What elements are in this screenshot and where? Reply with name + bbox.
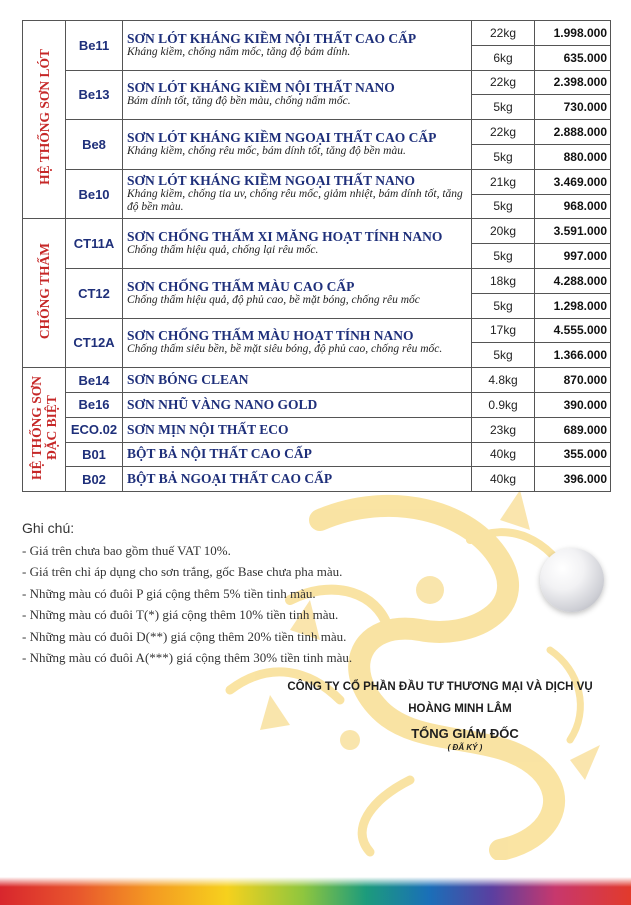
product-code: Be16	[66, 392, 123, 417]
table-row	[23, 169, 611, 194]
product-code: CT12A	[66, 318, 123, 368]
product-name: SƠN CHỐNG THẤM MÀU HOẠT TÍNH NANO	[127, 328, 414, 344]
product-description: Kháng kiềm, chống nấm mốc, tăng độ bám dính.	[127, 45, 351, 58]
table-row	[23, 467, 611, 492]
table-row	[23, 120, 611, 145]
rainbow-footer-bar	[0, 877, 631, 905]
product-price: 1.298.000	[535, 293, 611, 318]
table-row	[23, 442, 611, 467]
category-waterproof: CHỐNG THẤM	[23, 219, 66, 368]
note-line: - Những màu có đuôi A(***) giá cộng thêm 30% tiền tinh màu.	[22, 650, 353, 666]
note-line: - Giá trên chưa bao gồm thuế VAT 10%.	[22, 543, 231, 558]
product-name-cell	[123, 417, 472, 442]
product-name-cell	[123, 21, 472, 71]
product-code: Be11	[66, 21, 123, 71]
product-weight: 4.8kg	[472, 368, 535, 393]
product-code: Be10	[66, 169, 123, 219]
signature-block	[270, 678, 610, 752]
product-price: 997.000	[535, 244, 611, 269]
product-code: CT11A	[66, 219, 123, 269]
product-description: Chống thấm hiệu quả, chống lại rêu mốc.	[127, 244, 319, 257]
product-weight: 22kg	[472, 21, 535, 46]
product-price: 635.000	[535, 45, 611, 70]
product-price: 1.998.000	[535, 21, 611, 46]
table-row	[23, 368, 611, 393]
product-price: 4.555.000	[535, 318, 611, 343]
product-description: Bám dính tốt, tăng độ bền màu, chống nấm mốc.	[127, 95, 351, 108]
product-name: SƠN LÓT KHÁNG KIỀM NGOẠI THẤT CAO CẤP	[127, 129, 437, 145]
company-name-line2: HOÀNG MINH LÂM	[408, 703, 512, 715]
product-price: 1.366.000	[535, 343, 611, 368]
category-special: HỆ THỐNG SƠN ĐẶC BIỆT	[23, 368, 66, 492]
product-description: Chống thấm siêu bền, bề mặt siêu bóng, độ phủ cao, chống rêu mốc.	[127, 343, 443, 356]
product-price: 390.000	[535, 392, 611, 417]
product-code: CT12	[66, 268, 123, 318]
product-name-cell	[123, 70, 472, 120]
product-name-cell	[123, 467, 472, 492]
table-row	[23, 21, 611, 46]
product-code: Be8	[66, 120, 123, 170]
product-price: 968.000	[535, 194, 611, 219]
product-weight: 0.9kg	[472, 392, 535, 417]
product-name: SƠN LÓT KHÁNG KIỀM NỘI THẤT CAO CẤP	[127, 30, 417, 46]
product-price: 4.288.000	[535, 268, 611, 293]
product-weight: 40kg	[472, 442, 535, 467]
product-name: SƠN NHŨ VÀNG NANO GOLD	[127, 396, 318, 412]
product-weight: 18kg	[472, 268, 535, 293]
note-line: - Giá trên chỉ áp dụng cho sơn trắng, gốc Base chưa pha màu.	[22, 564, 343, 580]
product-name-cell	[123, 268, 472, 318]
product-price: 689.000	[535, 417, 611, 442]
product-name-cell	[123, 392, 472, 417]
product-name: SƠN MỊN NỘI THẤT ECO	[127, 421, 289, 437]
category-primer: HỆ THỐNG SƠN LÓT	[23, 21, 66, 219]
product-weight: 5kg	[472, 343, 535, 368]
product-price: 396.000	[535, 467, 611, 492]
product-weight: 5kg	[472, 95, 535, 120]
product-weight: 5kg	[472, 244, 535, 269]
product-description: Chống thấm hiệu quả, độ phủ cao, bề mặt bóng, chống rêu mốc	[127, 293, 420, 306]
product-code: Be14	[66, 368, 123, 393]
product-price: 2.398.000	[535, 70, 611, 95]
product-weight: 17kg	[472, 318, 535, 343]
price-table	[22, 20, 611, 492]
table-row	[23, 318, 611, 343]
product-name-cell	[123, 120, 472, 170]
product-name: SƠN BÓNG CLEAN	[127, 372, 249, 388]
note-line: - Những màu có đuôi P giá cộng thêm 5% tiền tinh màu.	[22, 585, 316, 601]
product-code: B01	[66, 442, 123, 467]
note-line: - Những màu có đuôi D(**) giá cộng thêm 20% tiền tinh màu.	[22, 628, 347, 644]
product-name-cell	[123, 442, 472, 467]
product-code: B02	[66, 467, 123, 492]
table-row	[23, 417, 611, 442]
product-price: 880.000	[535, 144, 611, 169]
product-name-cell	[123, 219, 472, 269]
product-weight: 6kg	[472, 45, 535, 70]
product-name: SƠN LÓT KHÁNG KIỀM NỘI THẤT NANO	[127, 80, 395, 96]
product-name: BỘT BẢ NGOẠI THẤT CAO CẤP	[127, 471, 333, 487]
product-description: Kháng kiềm, chống tia uv, chống rêu mốc, giảm nhiệt, bám dính tốt, tăng độ bền màu.	[127, 188, 463, 214]
product-weight: 23kg	[472, 417, 535, 442]
note-line: - Những màu có đuôi T(*) giá cộng thêm 10% tiền tinh màu.	[22, 607, 339, 623]
table-row	[23, 392, 611, 417]
pearl-ornament-icon	[540, 548, 604, 612]
product-weight: 20kg	[472, 219, 535, 244]
product-name: BỘT BẢ NỘI THẤT CAO CẤP	[127, 446, 312, 462]
product-weight: 21kg	[472, 169, 535, 194]
product-name: SƠN CHỐNG THẤM XI MĂNG HOẠT TÍNH NANO	[127, 229, 443, 245]
signed-note: ( ĐÃ KÝ )	[447, 743, 483, 752]
product-code: ECO.02	[66, 417, 123, 442]
table-row	[23, 268, 611, 293]
product-name-cell	[123, 368, 472, 393]
product-name: SƠN CHỐNG THẤM MÀU CAO CẤP	[127, 278, 355, 294]
table-row	[23, 70, 611, 95]
product-weight: 40kg	[472, 467, 535, 492]
product-code: Be13	[66, 70, 123, 120]
company-name: CÔNG TY CỔ PHẦN ĐẦU TƯ THƯƠNG MẠI VÀ DỊCH VỤ	[287, 681, 593, 693]
table-row	[23, 219, 611, 244]
product-weight: 22kg	[472, 120, 535, 145]
product-description: Kháng kiềm, chống rêu mốc, bám dính tốt, tăng độ bền màu.	[127, 144, 406, 157]
product-weight: 5kg	[472, 293, 535, 318]
product-price: 3.591.000	[535, 219, 611, 244]
signer-role: TỔNG GIÁM ĐỐC	[411, 726, 519, 741]
product-name: SƠN LÓT KHÁNG KIỀM NGOẠI THẤT NANO	[127, 173, 416, 189]
product-price: 870.000	[535, 368, 611, 393]
product-price: 2.888.000	[535, 120, 611, 145]
product-price: 3.469.000	[535, 169, 611, 194]
product-weight: 5kg	[472, 194, 535, 219]
notes-section	[22, 520, 492, 668]
product-name-cell	[123, 318, 472, 368]
product-weight: 22kg	[472, 70, 535, 95]
product-weight: 5kg	[472, 144, 535, 169]
product-name-cell	[123, 169, 472, 219]
product-price: 730.000	[535, 95, 611, 120]
product-price: 355.000	[535, 442, 611, 467]
notes-title: Ghi chú:	[22, 520, 75, 536]
